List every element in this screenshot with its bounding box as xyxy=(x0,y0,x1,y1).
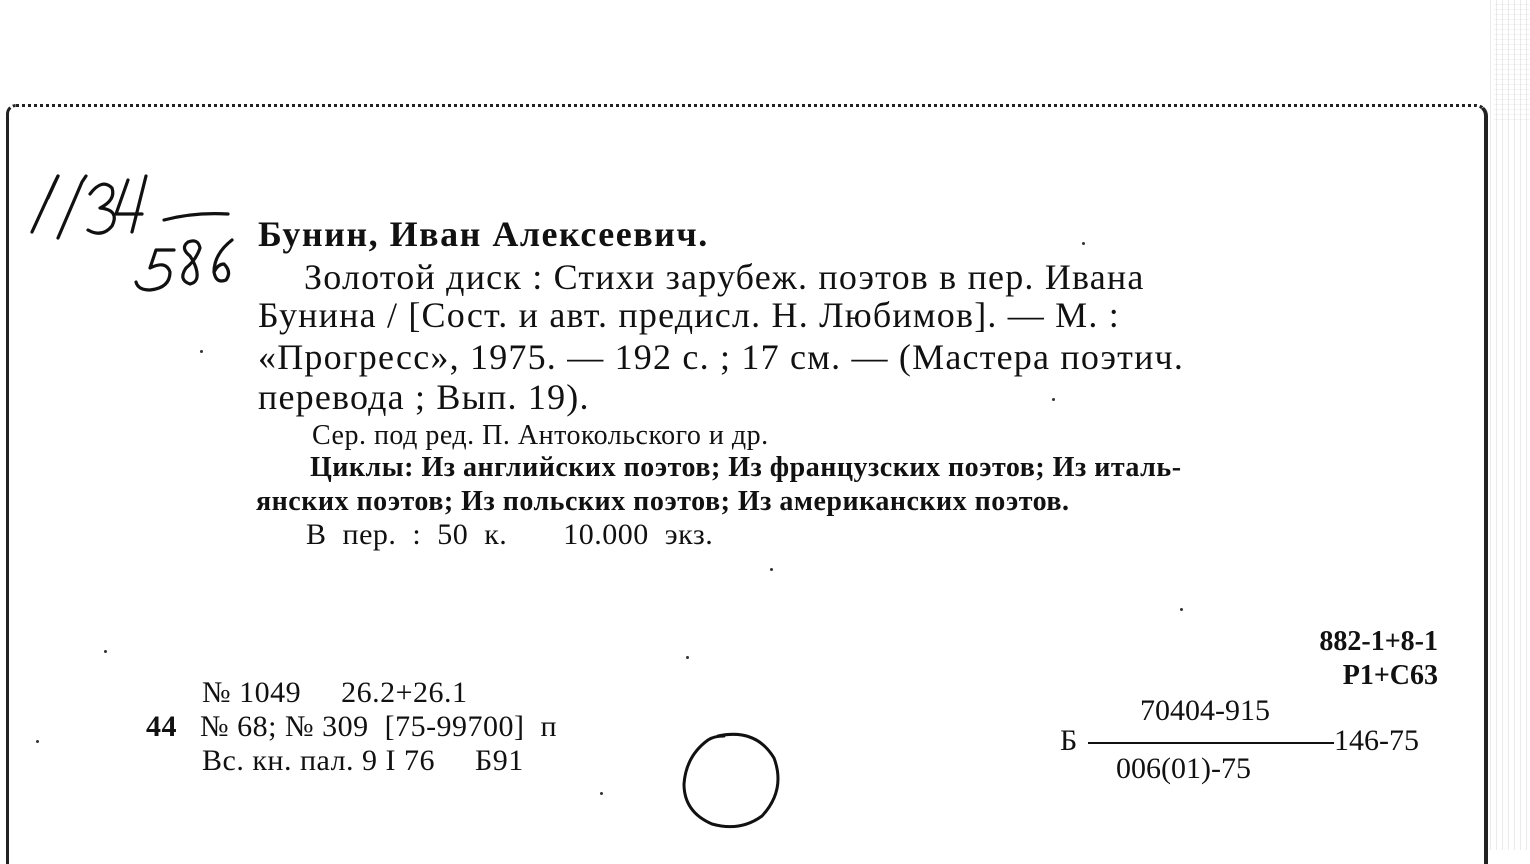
registration-line-1: № 1049 26.2+26.1 xyxy=(202,676,468,709)
scan-speck xyxy=(1052,398,1055,401)
registration-line-2: № 68; № 309 [75-99700] п xyxy=(200,710,558,743)
classification-code-1: 882-1+8-1 xyxy=(1319,626,1438,657)
title-line-3: «Прогресс», 1975. — 192 с. ; 17 см. — (Мастера поэтич. xyxy=(258,337,1185,377)
classification-code-2: Р1+С63 xyxy=(1342,660,1438,691)
publication-fraction xyxy=(1058,694,1438,794)
scan-speck xyxy=(686,656,689,659)
series-note: Сер. под ред. П. Антокольского и др. xyxy=(312,420,769,451)
handwritten-call-number xyxy=(24,168,254,298)
scan-speck xyxy=(1082,242,1085,245)
scan-speck xyxy=(104,650,107,653)
scan-speck xyxy=(770,568,773,571)
title-line-1: Золотой диск : Стихи зарубеж. поэтов в пер. Ивана xyxy=(304,257,1145,297)
price-line: В пер. : 50 к. 10.000 экз. xyxy=(306,518,714,551)
scan-edge-right xyxy=(1490,0,1530,850)
scan-speck xyxy=(600,792,603,795)
title-line-2: Бунина / [Сост. и авт. предисл. Н. Любимов]. — М. : xyxy=(258,295,1120,335)
author-heading: Бунин, Иван Алексеевич. xyxy=(258,214,709,254)
fraction-numerator: 70404-915 xyxy=(1140,694,1270,727)
registration-line-3: Вс. кн. пал. 9 I 76 Б91 xyxy=(202,744,524,777)
title-line-4: перевода ; Вып. 19). xyxy=(258,377,590,417)
scan-speck xyxy=(36,740,39,743)
fraction-bar xyxy=(1088,742,1334,744)
scan-speck xyxy=(200,350,203,353)
cycles-line-1: Циклы: Из английских поэтов; Из французских поэтов; Из италь- xyxy=(310,452,1182,483)
scan-speck xyxy=(1180,608,1183,611)
fraction-denominator: 006(01)-75 xyxy=(1116,752,1251,785)
hand-drawn-circle-mark xyxy=(678,728,788,838)
registration-prefix: 44 xyxy=(146,710,177,743)
fraction-letter: Б xyxy=(1060,724,1078,757)
cycles-line-2: янских поэтов; Из польских поэтов; Из американских поэтов. xyxy=(256,486,1070,517)
fraction-right-value: 146-75 xyxy=(1334,724,1419,757)
